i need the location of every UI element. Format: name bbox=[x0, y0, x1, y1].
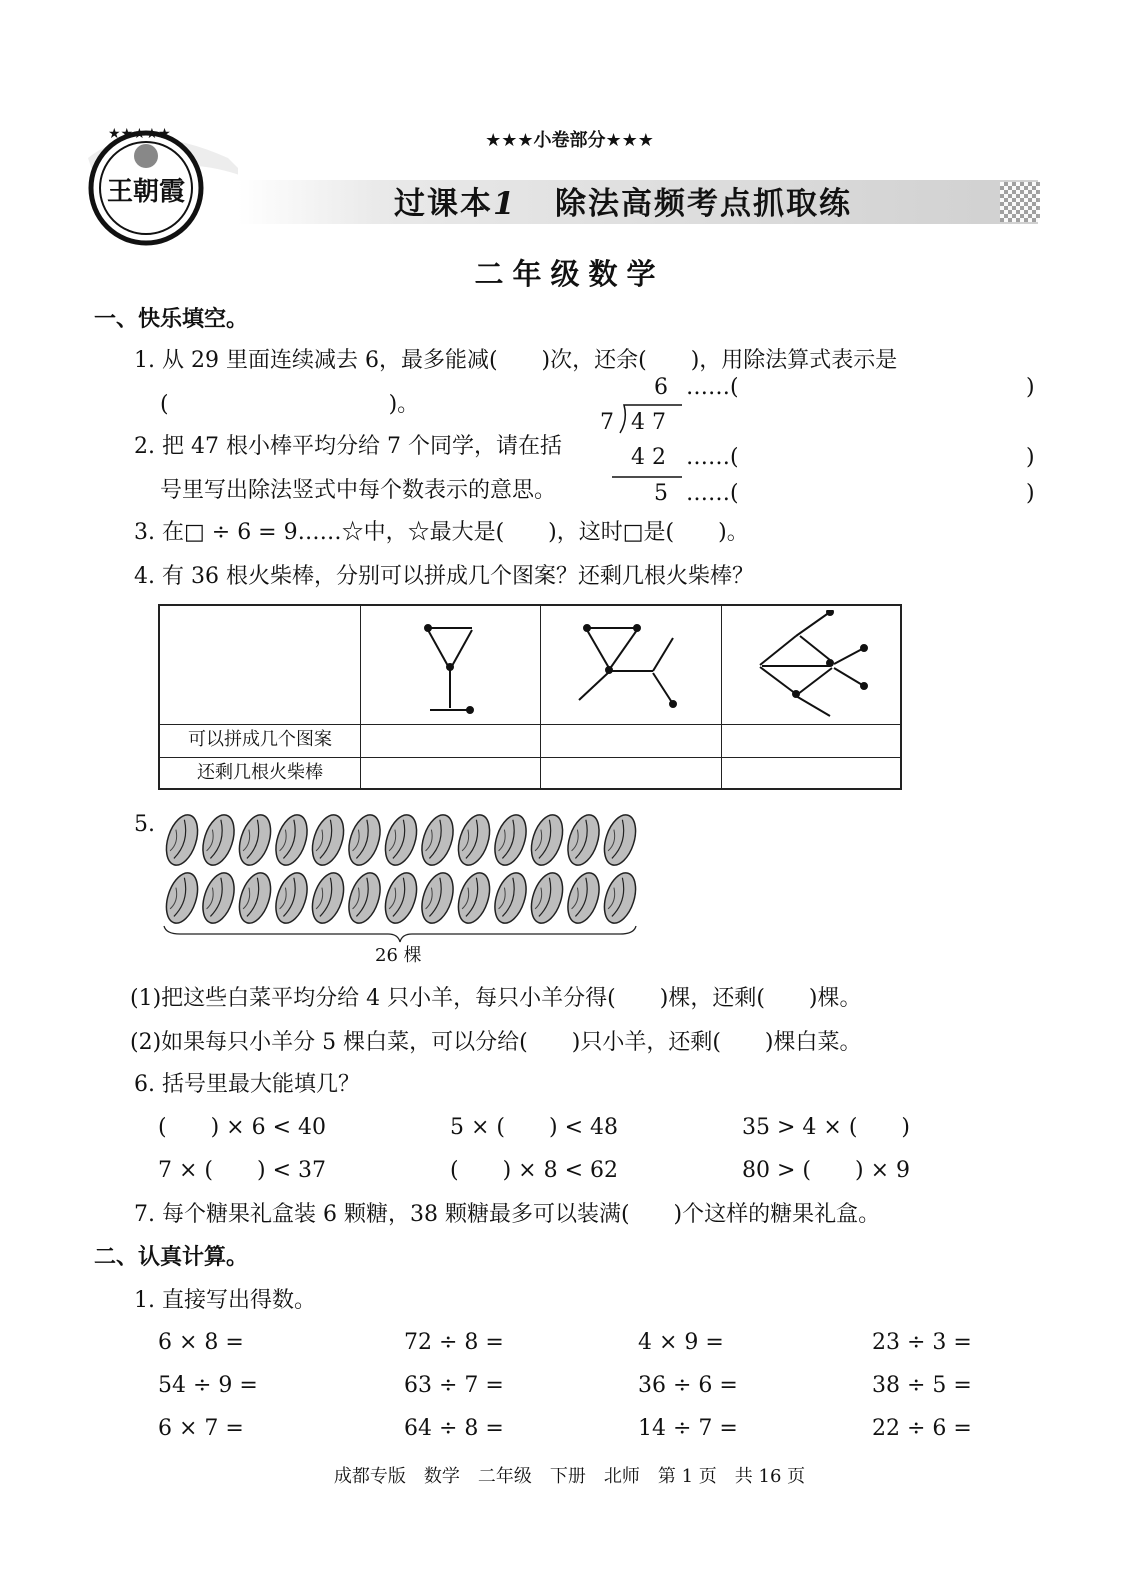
calc-item: 14 ÷ 7 = bbox=[638, 1416, 738, 1441]
cabbage-icon bbox=[343, 811, 386, 869]
page-footer: 成都专版 数学 二年级 下册 北师 第 1 页 共 16 页 bbox=[333, 1466, 806, 1487]
product-meaning-close: ) bbox=[1026, 445, 1035, 470]
section-tag: ★★★小卷部分★★★ bbox=[485, 130, 654, 151]
q6-item: 5 × ( ) < 48 bbox=[450, 1115, 618, 1140]
title-prefix: 过课本 bbox=[394, 186, 494, 222]
calc-item: 4 × 9 = bbox=[638, 1330, 724, 1355]
title-topic: 除法高频考点抓取练 bbox=[554, 186, 852, 222]
page-title bbox=[238, 182, 1008, 226]
question-5-2: (2)如果每只小羊分 5 棵白菜，可以分给( )只小羊，还剩( )棵白菜。 bbox=[130, 1030, 862, 1055]
calc-item: 36 ÷ 6 = bbox=[638, 1373, 738, 1398]
title-number: 1 bbox=[493, 186, 517, 222]
part2-question-1: 1. 直接写出得数。 bbox=[134, 1288, 316, 1313]
quotient-meaning-close: ) bbox=[1026, 375, 1035, 400]
svg-text:★★★★★: ★★★★★ bbox=[108, 126, 171, 142]
long-division-figure bbox=[598, 375, 1048, 510]
question-4: 4. 有 36 根火柴棒，分别可以拼成几个图案？还剩几根火柴棒？ bbox=[134, 564, 754, 589]
cabbage-icon bbox=[416, 811, 459, 869]
cabbage-icon bbox=[234, 811, 277, 869]
question-7: 7. 每个糖果礼盒装 6 颗糖，38 颗糖最多可以装满( )个这样的糖果礼盒。 bbox=[134, 1202, 881, 1227]
part2-heading: 二、认真计算。 bbox=[94, 1245, 249, 1270]
remainder-meaning-close: ) bbox=[1026, 481, 1035, 506]
matchstick-table bbox=[158, 604, 902, 790]
logo-text: 王朝霞 bbox=[106, 177, 186, 207]
quotient: 6 bbox=[654, 375, 668, 400]
calc-item: 22 ÷ 6 = bbox=[872, 1416, 972, 1441]
cabbage-icon bbox=[562, 811, 605, 869]
calc-item: 64 ÷ 8 = bbox=[404, 1416, 504, 1441]
product-meaning-blank: ……( bbox=[686, 445, 739, 470]
cabbage-icon bbox=[526, 811, 569, 869]
cabbage-icon bbox=[562, 869, 605, 927]
matchstick-pattern-house bbox=[565, 616, 695, 716]
cabbage-icon bbox=[307, 869, 350, 927]
cabbage-icon bbox=[599, 811, 642, 869]
cabbage-icon bbox=[307, 811, 350, 869]
remainder: 5 bbox=[654, 481, 668, 506]
cabbage-brace bbox=[164, 926, 636, 942]
question-6: 6. 括号里最大能填几？ bbox=[134, 1072, 360, 1097]
cabbage-icon bbox=[453, 811, 496, 869]
matchstick-pattern-goblet bbox=[400, 616, 500, 716]
part1-heading: 一、快乐填空。 bbox=[94, 307, 249, 332]
cabbage-icon bbox=[161, 811, 204, 869]
question-2-line2: 号里写出除法竖式中每个数表示的意思。 bbox=[160, 478, 557, 503]
calc-item: 63 ÷ 7 = bbox=[404, 1373, 504, 1398]
cabbage-icon bbox=[416, 869, 459, 927]
cabbage-icon bbox=[197, 869, 240, 927]
question-1-line1: 1. 从 29 里面连续减去 6，最多能减( )次，还余( )，用除法算式表示是 bbox=[134, 348, 898, 373]
row-label-patterns: 可以拼成几个图案 bbox=[188, 729, 332, 750]
calc-item: 6 × 8 = bbox=[158, 1330, 244, 1355]
question-5-1: (1)把这些白菜平均分给 4 只小羊，每只小羊分得( )棵，还剩( )棵。 bbox=[130, 986, 862, 1011]
q6-item: 35 > 4 × ( ) bbox=[742, 1115, 910, 1140]
cabbage-icon bbox=[270, 869, 313, 927]
cabbage-icon bbox=[197, 811, 240, 869]
cabbage-illustration bbox=[160, 808, 650, 968]
calc-item: 54 ÷ 9 = bbox=[158, 1373, 258, 1398]
subject-title: 二年级数学 bbox=[474, 257, 665, 291]
product: 4 2 bbox=[631, 445, 666, 470]
cabbage-icon bbox=[380, 811, 423, 869]
cabbage-icon bbox=[234, 869, 277, 927]
calc-item: 38 ÷ 5 = bbox=[872, 1373, 972, 1398]
matchstick-pattern-fish bbox=[750, 610, 880, 720]
divisor: 7 bbox=[600, 410, 614, 435]
calc-item: 72 ÷ 8 = bbox=[404, 1330, 504, 1355]
remainder-meaning-blank: ……( bbox=[686, 481, 739, 506]
q6-item: ( ) × 8 < 62 bbox=[450, 1158, 618, 1183]
cabbage-icon bbox=[526, 869, 569, 927]
question-5-number: 5. bbox=[134, 812, 155, 837]
question-3: 3. 在□ ÷ 6 = 9……☆中，☆最大是( )，这时□是( )。 bbox=[134, 520, 749, 545]
cabbage-icon bbox=[489, 811, 532, 869]
question-1-line2: ( )。 bbox=[160, 392, 420, 417]
cabbage-icon bbox=[599, 869, 642, 927]
row-label-remaining: 还剩几根火柴棒 bbox=[197, 762, 323, 783]
cabbage-icon bbox=[489, 869, 532, 927]
question-2-line1: 2. 把 47 根小棒平均分给 7 个同学，请在括 bbox=[134, 434, 562, 459]
q6-item: 7 × ( ) < 37 bbox=[158, 1158, 326, 1183]
cabbage-icon bbox=[343, 869, 386, 927]
dividend: 4 7 bbox=[631, 410, 666, 435]
q6-item: ( ) × 6 < 40 bbox=[158, 1115, 326, 1140]
cabbage-icon bbox=[453, 869, 496, 927]
calc-item: 6 × 7 = bbox=[158, 1416, 244, 1441]
cabbage-count-label: 26 棵 bbox=[375, 945, 422, 966]
calc-item: 23 ÷ 3 = bbox=[872, 1330, 972, 1355]
q6-item: 80 > ( ) × 9 bbox=[742, 1158, 910, 1183]
cabbage-icon bbox=[270, 811, 313, 869]
quotient-meaning-blank: ……( bbox=[686, 375, 739, 400]
cabbage-icon bbox=[161, 869, 204, 927]
cabbage-icon bbox=[380, 869, 423, 927]
